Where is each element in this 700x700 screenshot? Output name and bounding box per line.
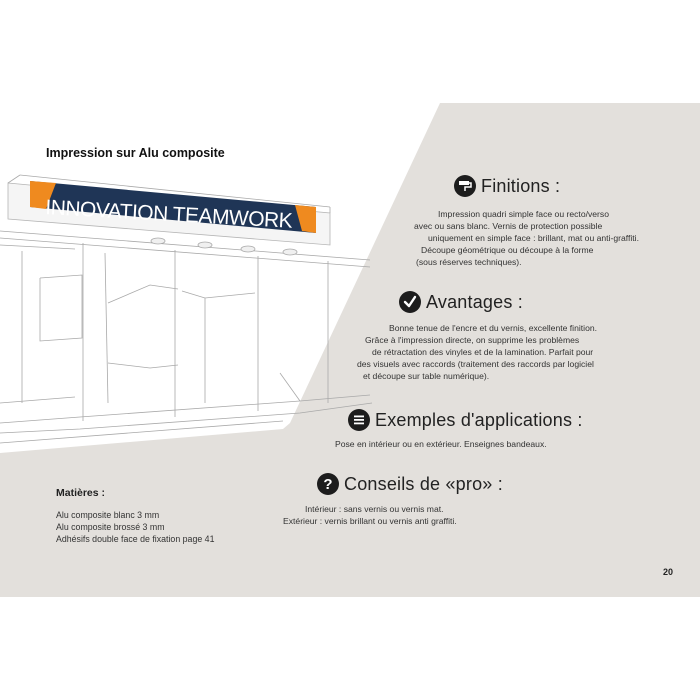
conseils-heading: [317, 473, 503, 495]
exemples-heading-label: Exemples d'applications :: [375, 409, 583, 430]
finitions-line: (sous réserves techniques).: [416, 257, 522, 267]
paint-roller-icon: [454, 175, 476, 197]
checkmark-icon: [399, 291, 421, 313]
avantages-line: Grâce à l'impression directe, on supprime les problèmes: [365, 335, 580, 345]
avantages-line: Bonne tenue de l'encre et du vernis, excellente finition.: [389, 323, 598, 333]
avantages-line: de rétractation des vinyles et de la lamination. Parfait pour: [372, 347, 594, 357]
avantages-heading: [399, 291, 523, 313]
avantages-line: des visuels avec raccords (traitement des raccords par logiciel: [357, 359, 594, 369]
page-number: 20: [663, 567, 674, 577]
conseils-text: [283, 503, 457, 527]
finitions-heading: [454, 175, 560, 197]
banner-text: INNOVATION TEAMWORK: [44, 196, 293, 233]
exemples-text: [335, 438, 547, 450]
finitions-text: [402, 208, 672, 268]
conseils-line: Extérieur : vernis brillant ou vernis anti graffiti.: [283, 516, 457, 526]
finitions-line: Impression quadri simple face ou recto/verso: [438, 209, 609, 219]
avantages-heading-label: Avantages :: [426, 291, 523, 312]
materials-list: [56, 509, 214, 545]
question-mark-icon: ?: [317, 473, 339, 495]
finitions-line: Découpe géométrique ou découpe à la forme: [421, 245, 594, 255]
materials-item: Alu composite brossé 3 mm: [56, 522, 165, 532]
avantages-text: [355, 322, 655, 382]
page-title: Impression sur Alu composite: [46, 146, 225, 160]
brochure-page: [0, 103, 700, 597]
avantages-line: et découpe sur table numérique).: [363, 371, 490, 381]
finitions-line: uniquement en simple face : brillant, mat ou anti-graffiti.: [428, 233, 639, 243]
materials-item: Alu composite blanc 3 mm: [56, 510, 160, 520]
materials-title: Matières :: [56, 487, 106, 499]
conseils-line: Intérieur : sans vernis ou vernis mat.: [305, 504, 444, 514]
materials-item: Adhésifs double face de fixation page 41: [56, 534, 215, 544]
exemples-heading: [348, 409, 583, 431]
conseils-heading-label: Conseils de «pro» :: [344, 473, 503, 494]
list-icon: [348, 409, 370, 431]
exemples-line: Pose en intérieur ou en extérieur. Enseignes bandeaux.: [335, 439, 547, 449]
finitions-line: avec ou sans blanc. Vernis de protection possible: [414, 221, 603, 231]
finitions-heading-label: Finitions :: [481, 175, 561, 196]
